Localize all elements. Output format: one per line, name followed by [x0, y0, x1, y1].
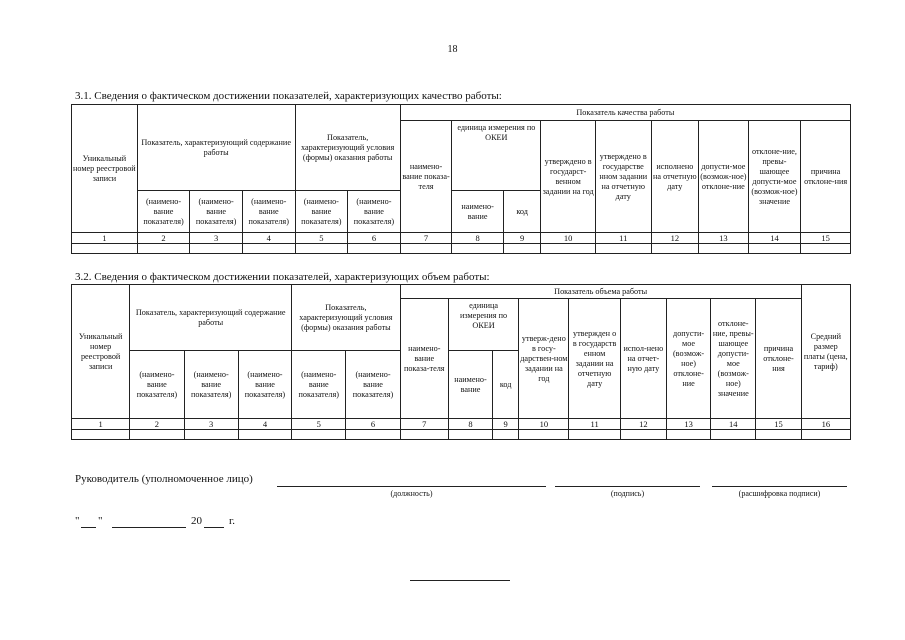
- volume-empty-row: [72, 430, 851, 440]
- volume-col-number: 13: [666, 419, 710, 430]
- volume-content-subheader-3: (наимено-вание показателя): [238, 351, 291, 419]
- quality-header-row-1: [72, 105, 851, 121]
- decoding-line[interactable]: [712, 486, 847, 487]
- quality-col-number: 9: [503, 233, 540, 244]
- volume-conditions-group-header: Показатель, характеризующий условия (формы) оказания работы: [292, 285, 401, 351]
- quality-approved-date-header: утверждено в государстве нном задании на отчетную дату: [595, 121, 651, 233]
- volume-name-header: наимено-вание показа-теля: [400, 299, 448, 419]
- volume-col-number: 10: [519, 419, 569, 430]
- volume-column-numbers-row: [72, 419, 851, 430]
- quality-name-header: наимено-вание показа-теля: [400, 121, 452, 233]
- quality-col-number: 15: [801, 233, 851, 244]
- volume-col-number: 1: [72, 419, 130, 430]
- date-year-suffix: г.: [229, 515, 236, 527]
- quality-col-number: 11: [595, 233, 651, 244]
- quality-allowed-header: допусти-мое (возмож-ное) отклоне-ние: [699, 121, 749, 233]
- quality-col-number: 4: [242, 233, 295, 244]
- footer-rule: [410, 580, 510, 581]
- volume-col-number: 15: [756, 419, 801, 430]
- volume-allowed-header: допусти-мое (возмож-ное) отклоне-ние: [666, 299, 710, 419]
- quality-approved-year-header: утверждено в государст-венном задании на год: [541, 121, 596, 233]
- quality-col-number: 8: [452, 233, 504, 244]
- volume-unit-name-header: наимено-вание: [448, 351, 492, 419]
- quality-col-number: 2: [137, 233, 190, 244]
- volume-approved-date-header: утвержден о в государств енном задании на отчетную дату: [569, 299, 620, 419]
- decoding-caption: (расшифровка подписи): [738, 489, 821, 498]
- volume-col-number: 14: [711, 419, 756, 430]
- quality-unit-code-header: код: [503, 191, 540, 233]
- quality-col-number: 3: [190, 233, 243, 244]
- quality-unique-number-header: Уникальный номер реестровой записи: [72, 105, 138, 233]
- volume-conditions-subheader-1: (наимено-вание показателя): [292, 351, 346, 419]
- quality-empty-row: [72, 244, 851, 254]
- volume-reason-header: причина отклоне-ния: [756, 299, 801, 419]
- volume-exceeding-header: отклоне-ние, превы-шающее допусти-мое (возмож-ное) значение: [711, 299, 756, 419]
- volume-unit-group-header: единица измерения по ОКЕИ: [448, 299, 518, 351]
- volume-col-number: 6: [346, 419, 400, 430]
- volume-col-number: 8: [448, 419, 492, 430]
- signatory-label: Руководитель (уполномоченное лицо): [75, 473, 253, 485]
- volume-col-number: 5: [292, 419, 346, 430]
- quality-executed-header: исполнено на отчетную дату: [651, 121, 699, 233]
- volume-approved-year-header: утверж-дено в госу-дарствен-ном задании на год: [519, 299, 569, 419]
- date-year-line[interactable]: [204, 527, 224, 528]
- quality-content-subheader-1: (наимено-вание показателя): [137, 191, 190, 233]
- volume-col-number: 3: [184, 419, 238, 430]
- date-quote-open: ": [75, 515, 80, 527]
- quality-content-subheader-2: (наимено-вание показателя): [190, 191, 243, 233]
- quality-indicator-group-header: Показатель качества работы: [400, 105, 850, 121]
- quality-col-number: 12: [651, 233, 699, 244]
- quality-reason-header: причина отклоне-ния: [801, 121, 851, 233]
- volume-col-number: 7: [400, 419, 448, 430]
- volume-executed-header: испол-нено на отчет-ную дату: [620, 299, 666, 419]
- page-number: 18: [447, 44, 458, 55]
- quality-column-numbers-row: [72, 233, 851, 244]
- volume-unique-number-header: Уникальный номер реестровой записи: [72, 285, 130, 419]
- quality-table: [71, 104, 851, 254]
- volume-conditions-subheader-2: (наимено-вание показателя): [346, 351, 400, 419]
- quality-section-title: 3.1. Сведения о фактическом достижении показателей, характеризующих качество работы:: [75, 90, 502, 102]
- volume-avg-fee-header: Средний размер платы (цена, тариф): [801, 285, 850, 419]
- quality-col-number: 5: [295, 233, 348, 244]
- volume-content-subheader-2: (наимено-вание показателя): [184, 351, 238, 419]
- quality-col-number: 1: [72, 233, 138, 244]
- volume-unit-code-header: код: [493, 351, 519, 419]
- volume-section-title: 3.2. Сведения о фактическом достижении показателей, характеризующих объем работы:: [75, 271, 490, 283]
- date-quote-close: ": [98, 515, 103, 527]
- volume-col-number: 9: [493, 419, 519, 430]
- quality-exceeding-header: отклоне-ние, превы-шающее допусти-мое (возмож-ное) значение: [748, 121, 801, 233]
- volume-header-row-1: [72, 285, 851, 299]
- volume-col-number: 2: [130, 419, 184, 430]
- quality-conditions-subheader-2: (наимено-вание показателя): [348, 191, 401, 233]
- quality-col-number: 14: [748, 233, 801, 244]
- position-caption: (должность): [390, 489, 433, 498]
- volume-table: [71, 284, 851, 440]
- position-line[interactable]: [277, 486, 546, 487]
- volume-indicator-group-header: Показатель объема работы: [400, 285, 801, 299]
- quality-col-number: 13: [699, 233, 749, 244]
- quality-conditions-subheader-1: (наимено-вание показателя): [295, 191, 348, 233]
- quality-content-group-header: Показатель, характеризующий содержание работы: [137, 105, 295, 191]
- volume-content-subheader-1: (наимено-вание показателя): [130, 351, 184, 419]
- volume-content-group-header: Показатель, характеризующий содержание работы: [130, 285, 292, 351]
- quality-unit-group-header: единица измерения по ОКЕИ: [452, 121, 541, 191]
- sign-line[interactable]: [555, 486, 700, 487]
- volume-col-number: 16: [801, 419, 850, 430]
- quality-conditions-group-header: Показатель, характеризующий условия (формы) оказания работы: [295, 105, 400, 191]
- quality-col-number: 7: [400, 233, 452, 244]
- quality-col-number: 6: [348, 233, 401, 244]
- sign-caption: (подпись): [610, 489, 645, 498]
- volume-col-number: 11: [569, 419, 620, 430]
- date-year-prefix: 20: [191, 515, 202, 527]
- quality-content-subheader-3: (наимено-вание показателя): [242, 191, 295, 233]
- date-day-line[interactable]: [81, 527, 96, 528]
- quality-col-number: 10: [541, 233, 596, 244]
- quality-unit-name-header: наимено-вание: [452, 191, 504, 233]
- volume-col-number: 4: [238, 419, 291, 430]
- volume-col-number: 12: [620, 419, 666, 430]
- date-month-line[interactable]: [112, 527, 186, 528]
